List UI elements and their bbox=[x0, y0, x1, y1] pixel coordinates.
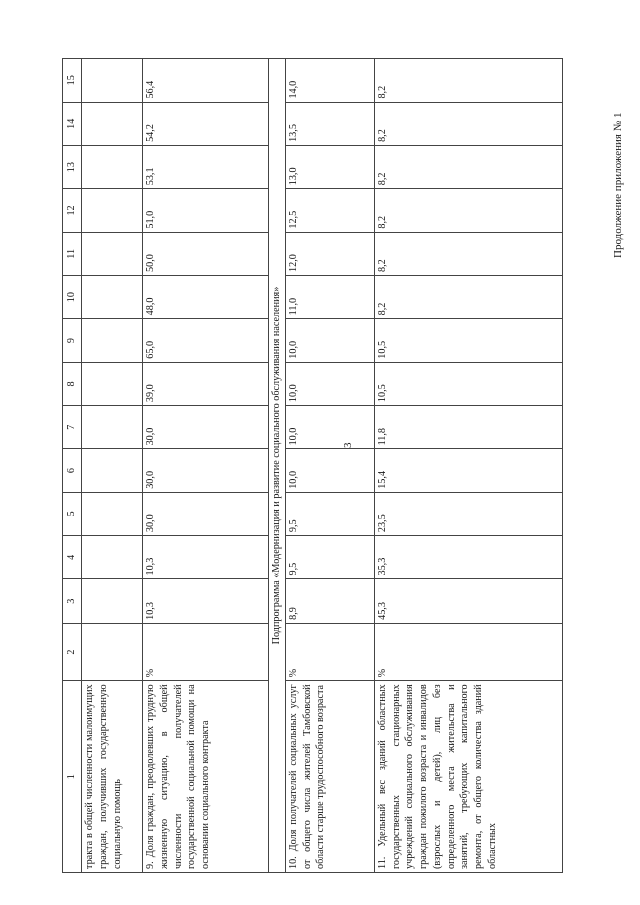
table-row bbox=[285, 59, 374, 873]
value-cell: 8,2 bbox=[374, 189, 562, 232]
value-cell bbox=[82, 102, 143, 145]
value-cell bbox=[82, 579, 143, 623]
value-cell bbox=[82, 319, 143, 362]
value-cell: 9,5 bbox=[285, 536, 374, 579]
value-cell: 39,0 bbox=[143, 362, 269, 405]
value-cell bbox=[82, 406, 143, 449]
value-cell: 8,2 bbox=[374, 275, 562, 318]
value-cell: 12,5 bbox=[285, 189, 374, 232]
value-cell: 45,3 bbox=[374, 579, 562, 623]
value-cell: 65,0 bbox=[143, 319, 269, 362]
value-cell: 56,4 bbox=[143, 59, 269, 103]
value-cell: 8,9 bbox=[285, 579, 374, 623]
value-cell: 10,5 bbox=[374, 362, 562, 405]
indicator-name: 9. Доля граждан, преодолевших трудную жизненную ситуацию, в общей численности получателей государственной социальной помощи на основании социального контракта bbox=[143, 681, 269, 873]
value-cell: 13,5 bbox=[285, 102, 374, 145]
subprogram-row bbox=[269, 59, 286, 873]
value-cell: 13,0 bbox=[285, 145, 374, 188]
value-cell bbox=[82, 275, 143, 318]
value-cell bbox=[82, 449, 143, 492]
value-cell: 10,0 bbox=[285, 362, 374, 405]
value-cell: 8,2 bbox=[374, 102, 562, 145]
header-cell: 1 bbox=[63, 681, 82, 873]
value-cell: 10,5 bbox=[374, 319, 562, 362]
value-cell: 10,0 bbox=[285, 406, 374, 449]
header-cell: 11 bbox=[63, 232, 82, 275]
value-cell: 10,3 bbox=[143, 536, 269, 579]
header-cell: 14 bbox=[63, 102, 82, 145]
value-cell bbox=[82, 59, 143, 103]
header-cell: 10 bbox=[63, 275, 82, 318]
header-cell: 15 bbox=[63, 59, 82, 103]
table-row bbox=[374, 59, 562, 873]
value-cell: 12,0 bbox=[285, 232, 374, 275]
value-cell: 23,5 bbox=[374, 492, 562, 535]
table-row bbox=[82, 59, 143, 873]
value-cell: 14,0 bbox=[285, 59, 374, 103]
header-cell: 3 bbox=[63, 579, 82, 623]
value-cell: 10,0 bbox=[285, 449, 374, 492]
value-cell: % bbox=[143, 623, 269, 680]
value-cell bbox=[82, 362, 143, 405]
value-cell: 48,0 bbox=[143, 275, 269, 318]
table-row bbox=[143, 59, 269, 873]
value-cell bbox=[82, 536, 143, 579]
value-cell: 10,0 bbox=[285, 319, 374, 362]
value-cell: 10,3 bbox=[143, 579, 269, 623]
value-cell: 50,0 bbox=[143, 232, 269, 275]
header-cell: 12 bbox=[63, 189, 82, 232]
header-cell: 4 bbox=[63, 536, 82, 579]
value-cell: 11,0 bbox=[285, 275, 374, 318]
value-cell: 35,3 bbox=[374, 536, 562, 579]
subprogram-title: Подпрограмма «Модернизация и развитие социального обслуживания населения» bbox=[269, 59, 286, 873]
value-cell: 51,0 bbox=[143, 189, 269, 232]
header-cell: 5 bbox=[63, 492, 82, 535]
value-cell: 54,2 bbox=[143, 102, 269, 145]
value-cell: 8,2 bbox=[374, 232, 562, 275]
page-number: 3 bbox=[342, 442, 354, 448]
header-cell: 6 bbox=[63, 449, 82, 492]
header-cell: 2 bbox=[63, 623, 82, 680]
value-cell: 8,2 bbox=[374, 59, 562, 103]
header-row bbox=[63, 59, 82, 873]
value-cell: 53,1 bbox=[143, 145, 269, 188]
header-cell: 8 bbox=[63, 362, 82, 405]
value-cell: 30,0 bbox=[143, 406, 269, 449]
value-cell: 8,2 bbox=[374, 145, 562, 188]
header-cell: 7 bbox=[63, 406, 82, 449]
value-cell bbox=[82, 145, 143, 188]
value-cell bbox=[82, 189, 143, 232]
indicator-name: 11. Удельный вес зданий областных государственных стационарных учреждений социального обслуживания граждан пожилого возраста и инвалидов (взрослых и детей), лиц без определенного места жительства и занятий, требующих капитального ремонта, от общего количества зданий областных bbox=[374, 681, 562, 873]
value-cell: 30,0 bbox=[143, 449, 269, 492]
continuation-label: Продолжение приложения № 1 bbox=[612, 112, 624, 258]
header-cell: 13 bbox=[63, 145, 82, 188]
rotated-table-container bbox=[62, 58, 617, 873]
value-cell: % bbox=[374, 623, 562, 680]
indicator-name: тракта в общей численности малоимущих граждан, получивших государственную социальную помощь bbox=[82, 681, 143, 873]
indicators-table bbox=[62, 58, 563, 873]
value-cell bbox=[82, 623, 143, 680]
value-cell: 15,4 bbox=[374, 449, 562, 492]
value-cell bbox=[82, 492, 143, 535]
value-cell: % bbox=[285, 623, 374, 680]
value-cell: 9,5 bbox=[285, 492, 374, 535]
value-cell: 11,8 bbox=[374, 406, 562, 449]
value-cell: 30,0 bbox=[143, 492, 269, 535]
indicator-name: 10. Доля получателей социальных услуг от общего числа жителей Тамбовской области старше трудоспособного возраста bbox=[285, 681, 374, 873]
value-cell bbox=[82, 232, 143, 275]
header-cell: 9 bbox=[63, 319, 82, 362]
